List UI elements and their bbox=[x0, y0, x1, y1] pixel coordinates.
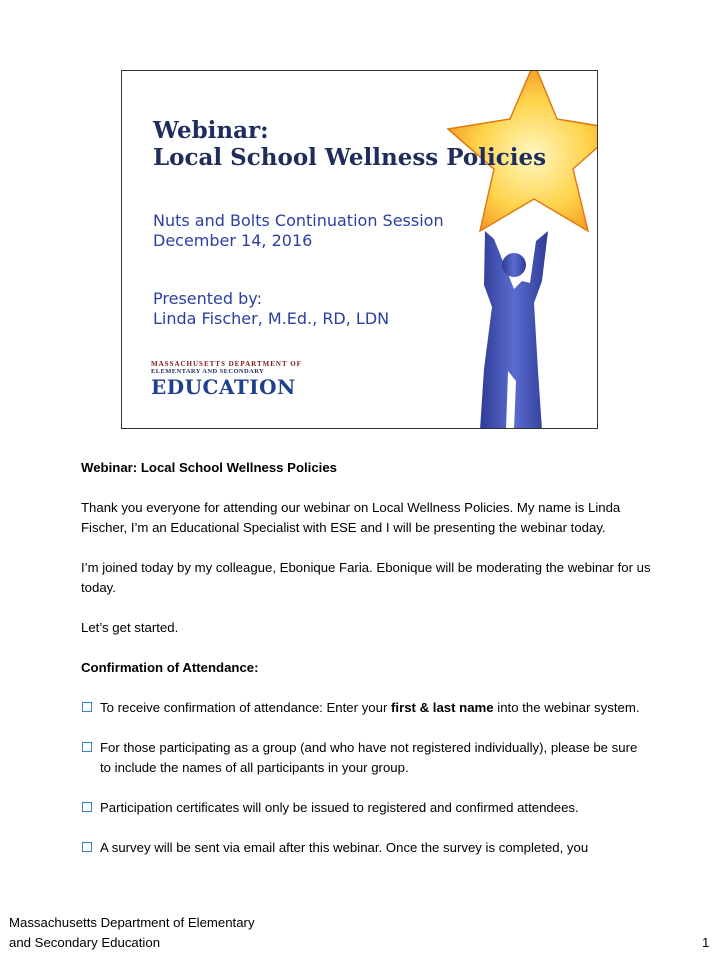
slide-session-name: Nuts and Bolts Continuation Session bbox=[153, 211, 444, 230]
slide-presented-by-label: Presented by: bbox=[153, 289, 262, 308]
bullet1-text-bold: first & last name bbox=[391, 700, 494, 715]
slide-session-info bbox=[153, 211, 444, 251]
checkbox-bullet-icon bbox=[82, 802, 92, 812]
slide-title-line2: Local School Wellness Policies bbox=[153, 144, 547, 171]
page-number: 1 bbox=[702, 935, 710, 950]
slide-presenter-info bbox=[153, 289, 389, 329]
attendance-bullet-list bbox=[81, 698, 651, 858]
footer-organization bbox=[9, 913, 255, 953]
ese-logo-line1: MASSACHUSETTS DEPARTMENT OF bbox=[151, 360, 302, 368]
notes-paragraph-colleague: I’m joined today by my colleague, Ebonique Faria. Ebonique will be moderating the webinar for us today. bbox=[81, 560, 651, 595]
notes-paragraph-intro: Thank you everyone for attending our webinar on Local Wellness Policies. My name is Linda Fischer, I’m an Educational Specialist with ESE and I will be presenting the webinar today. bbox=[81, 500, 621, 535]
speaker-notes bbox=[81, 458, 651, 858]
checkbox-bullet-icon bbox=[82, 742, 92, 752]
slide-title-line1: Webinar: bbox=[153, 117, 269, 144]
checkbox-bullet-icon bbox=[82, 842, 92, 852]
bullet-item bbox=[81, 838, 651, 858]
bullet3-text: Participation certificates will only be issued to registered and confirmed attendees. bbox=[100, 800, 579, 815]
bullet1-text-pre: To receive confirmation of attendance: Enter your bbox=[100, 700, 392, 715]
bullet4-text: A survey will be sent via email after this webinar. Once the survey is completed, you bbox=[100, 840, 589, 855]
person-head-shape bbox=[502, 253, 526, 277]
footer-org-line1: Massachusetts Department of Elementary bbox=[9, 915, 255, 930]
ese-logo-line3: EDUCATION bbox=[151, 375, 296, 399]
ese-logo bbox=[151, 360, 302, 398]
bullet1-text-post: into the webinar system. bbox=[493, 700, 640, 715]
bullet-item bbox=[81, 698, 651, 718]
checkbox-bullet-icon bbox=[82, 702, 92, 712]
slide-thumbnail bbox=[121, 70, 598, 429]
slide-session-date: December 14, 2016 bbox=[153, 231, 313, 250]
notes-section-heading: Confirmation of Attendance: bbox=[81, 660, 259, 675]
ese-logo-line2: ELEMENTARY AND SECONDARY bbox=[151, 368, 265, 375]
bullet-item bbox=[81, 798, 651, 818]
bullet2-text: For those participating as a group (and who have not registered individually), please be sure to include the names of all participants in your group. bbox=[100, 740, 638, 775]
footer-org-line2: and Secondary Education bbox=[9, 935, 161, 950]
notes-paragraph-start: Let’s get started. bbox=[81, 620, 179, 635]
notes-heading: Webinar: Local School Wellness Policies bbox=[81, 460, 338, 475]
slide-presenter-name: Linda Fischer, M.Ed., RD, LDN bbox=[153, 309, 390, 328]
slide-title bbox=[153, 117, 546, 171]
bullet-item bbox=[81, 738, 651, 778]
